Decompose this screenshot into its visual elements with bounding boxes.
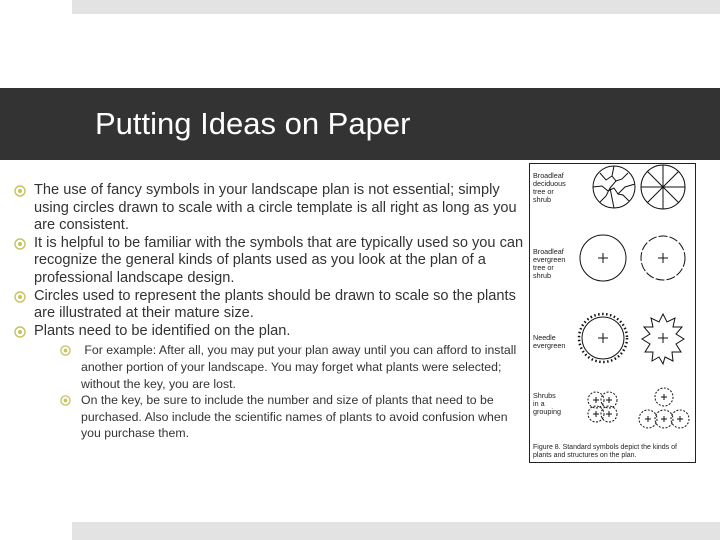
target-bullet-icon <box>60 395 71 406</box>
bullet-item <box>14 235 526 288</box>
slide-title: Putting Ideas on Paper <box>95 106 411 141</box>
sub-bullet-list <box>34 342 530 442</box>
bullet-text: The use of fancy symbols in your landscape plan is not essential; simply using circles drawn to scale with a circle template is all right as long as you are consistent. <box>34 182 517 234</box>
figure-caption: Figure 8. Standard symbols depict the kinds of plants and structures on the plan. <box>533 444 677 459</box>
needle-symbol-spiked <box>579 314 627 362</box>
bullet-text: Plants need to be identified on the plan. <box>34 322 291 339</box>
bullet-item <box>14 182 526 235</box>
bullet-text: It is helpful to be familiar with the symbols that are typically used so you can recognize the general kinds of plants used as you look at the plan of a professional landscape design. <box>34 234 524 286</box>
sub-bullet-item <box>60 342 530 392</box>
target-bullet-icon <box>14 238 26 250</box>
plant-symbols-drawing <box>530 164 696 463</box>
label-grouping: Shrubs in a grouping <box>533 391 561 416</box>
label-deciduous: Broadleaf deciduous tree or shrub <box>533 171 566 204</box>
plant-symbols-figure <box>529 163 696 463</box>
target-bullet-icon <box>14 326 26 338</box>
target-bullet-icon <box>14 291 26 303</box>
bullet-item <box>14 288 526 323</box>
sub-bullet-text: On the key, be sure to include the number and size of plants that need to be purchased. Also include the scientific names of plants to avoid confusion when you purchase them. <box>81 393 508 441</box>
target-bullet-icon <box>14 185 26 197</box>
bullet-item <box>14 323 526 442</box>
shrub-grouping-left <box>588 392 617 422</box>
needle-symbol-star <box>642 314 684 364</box>
top-decor-bar <box>72 0 720 14</box>
evergreen-symbol-notched <box>641 236 685 280</box>
evergreen-symbol-plain <box>580 235 626 281</box>
bottom-decor-bar <box>72 522 720 540</box>
bullet-list <box>14 182 526 442</box>
sub-bullet-item <box>60 392 530 442</box>
label-needle: Needle evergreen <box>533 333 566 350</box>
shrub-grouping-right <box>639 388 689 428</box>
deciduous-symbol-spoked <box>641 165 685 209</box>
deciduous-symbol-cracked <box>593 166 635 208</box>
label-evergreen: Broadleaf evergreen tree or shrub <box>533 247 566 280</box>
target-bullet-icon <box>60 345 71 356</box>
sub-bullet-text: For example: After all, you may put your plan away until you can afford to install another portion of your landscape. You may forget what plants were selected; without the key, you are lost. <box>81 343 520 391</box>
bullet-text: Circles used to represent the plants should be drawn to scale so the plants are illustrated at their mature size. <box>34 287 516 322</box>
